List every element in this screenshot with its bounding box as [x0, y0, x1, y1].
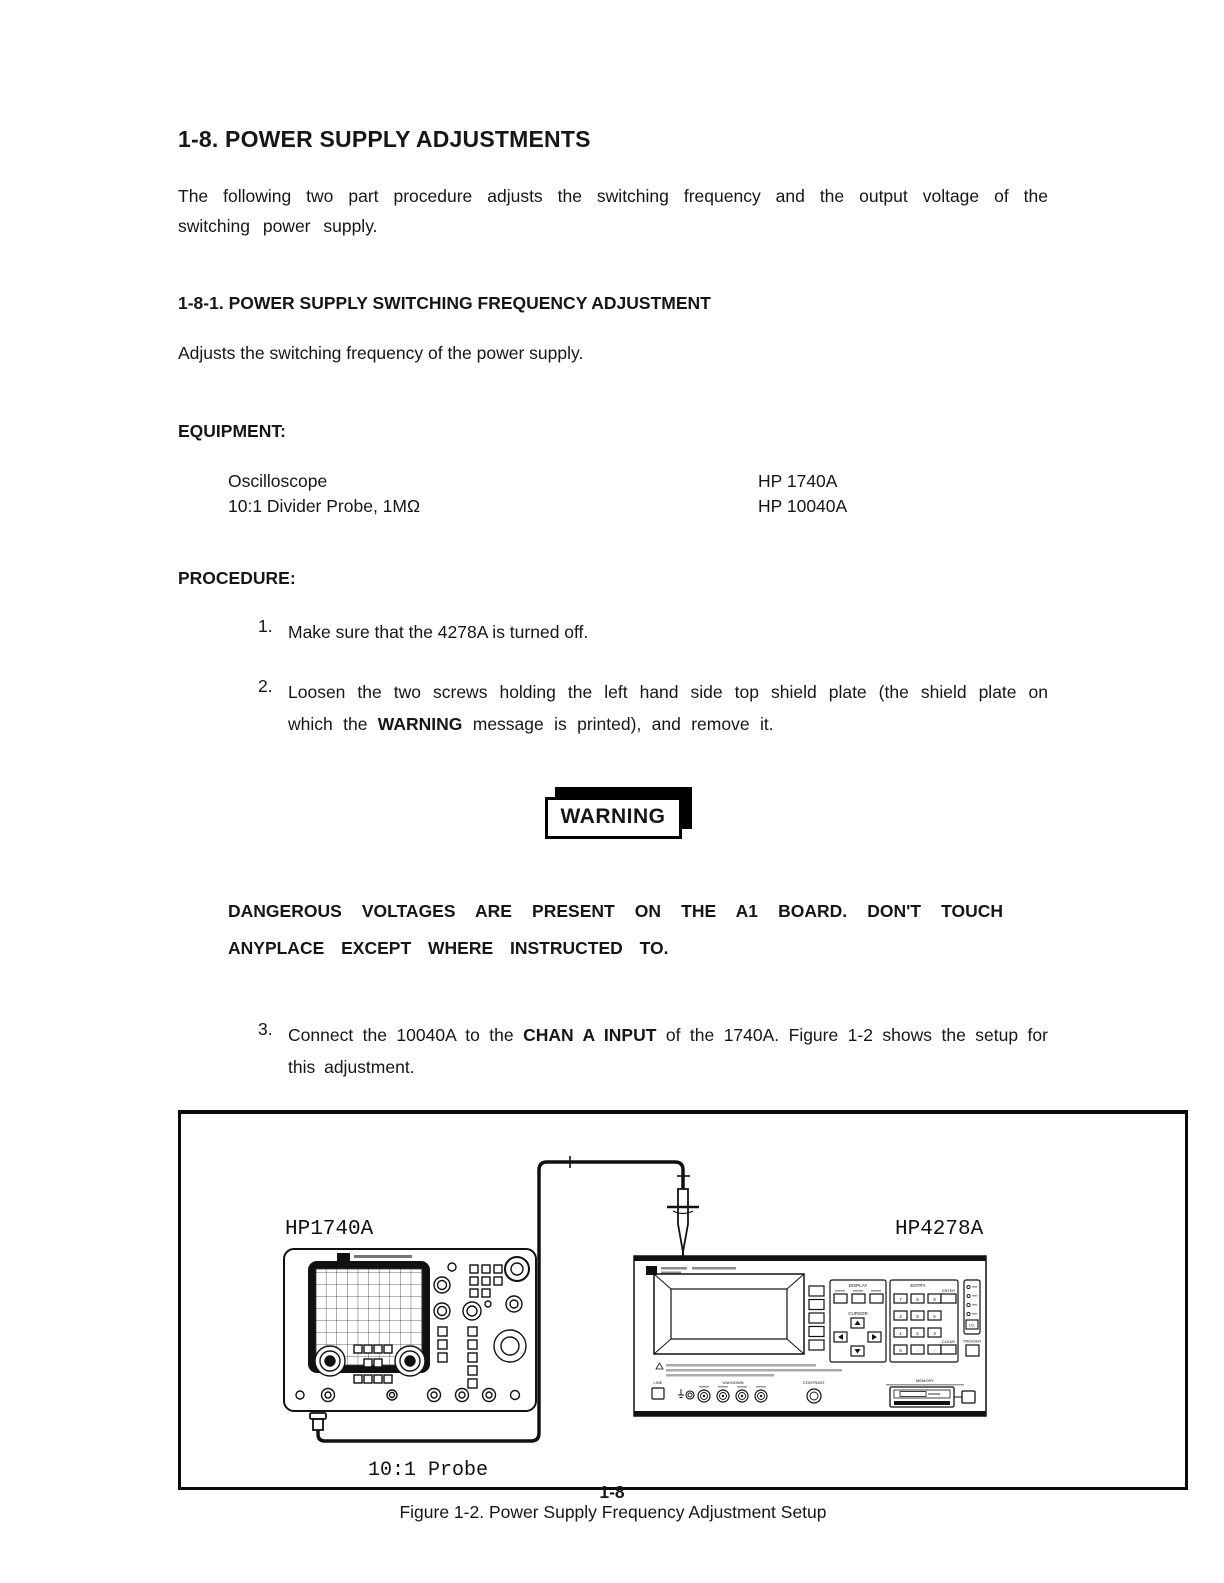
step-text-bold: WARNING: [377, 714, 463, 734]
enter-key-label: ENTER: [942, 1289, 955, 1293]
contrast-knob: [807, 1389, 821, 1403]
figure-caption: Figure 1-2. Power Supply Frequency Adjustment Setup: [399, 1502, 827, 1522]
svg-text:9: 9: [933, 1296, 936, 1302]
oscilloscope-label: HP1740A: [285, 1218, 374, 1241]
equipment-item-name: 10:1 Divider Probe, 1MΩ: [228, 496, 421, 516]
memory-card-slot: [890, 1387, 954, 1407]
trigger-label: TRIGGER: [962, 1338, 982, 1344]
step-text-pre: Loosen the two screws holding the left hand side top shield plate (the shield plate on which the: [288, 682, 1048, 734]
step-number: 2.: [258, 676, 273, 696]
probe-label: 10:1 Probe: [368, 1459, 489, 1482]
step-text: [288, 676, 1048, 740]
probe-drawing: [667, 1189, 699, 1260]
bnc-connector: [310, 1413, 326, 1430]
lcl-key-label: LCL: [968, 1323, 976, 1328]
figure-setup: [178, 1110, 1188, 1490]
contrast-label: CONTRAST: [803, 1380, 825, 1385]
meter-trigger: [963, 1339, 981, 1357]
display-group-label: DISPLAY: [848, 1283, 868, 1288]
page-number: 1-8: [599, 1482, 625, 1502]
svg-text:3: 3: [933, 1330, 936, 1336]
clear-key-label: CLEAR: [942, 1340, 955, 1344]
subsection-title: 1-8-1. POWER SUPPLY SWITCHING FREQUENCY ADJUSTMENT: [178, 293, 711, 313]
warning-box: [545, 797, 682, 839]
section-title: 1-8. POWER SUPPLY ADJUSTMENTS: [178, 126, 591, 152]
equipment-list: [228, 469, 1048, 519]
step-text-pre: Connect the 10040A to the: [288, 1025, 524, 1045]
svg-text:6: 6: [933, 1313, 936, 1319]
svg-text:4: 4: [899, 1313, 902, 1319]
unknown-label: UNKNOWN: [722, 1380, 744, 1385]
svg-text:1: 1: [899, 1330, 902, 1336]
subsection-description: Adjusts the switching frequency of the power supply.: [178, 343, 584, 363]
svg-text:.: .: [916, 1347, 919, 1353]
step-number: 1.: [258, 616, 273, 636]
step-text: [288, 616, 1048, 648]
equipment-heading: EQUIPMENT:: [178, 421, 286, 441]
equipment-item-name: Oscilloscope: [228, 471, 328, 491]
svg-text:8: 8: [916, 1296, 919, 1302]
step-text: [288, 1019, 1048, 1083]
cursor-group-label: CURSOR: [848, 1311, 868, 1316]
svg-text:5: 5: [916, 1313, 919, 1319]
entry-group-label: ENTRY: [910, 1283, 926, 1288]
step-text-post: message is printed), and remove it.: [462, 714, 774, 734]
eject-button: [962, 1391, 975, 1403]
equipment-item-model: HP 10040A: [758, 496, 848, 516]
warning-box-wrap: [178, 797, 1048, 839]
procedure-step-1: [178, 616, 1048, 648]
line-switch: [652, 1388, 664, 1399]
svg-text:2: 2: [916, 1330, 919, 1336]
procedure-heading: PROCEDURE:: [178, 568, 296, 588]
step-number: 3.: [258, 1019, 273, 1039]
svg-text:7: 7: [899, 1296, 902, 1302]
line-label: LINE: [653, 1380, 663, 1385]
intro-paragraph: The following two part procedure adjusts the switching frequency and the output voltage of the switching power supply.: [178, 186, 1048, 236]
procedure-step-3: [178, 1019, 1048, 1083]
equipment-item-model: HP 1740A: [758, 471, 838, 491]
memory-label: MEMORY: [916, 1378, 934, 1383]
equipment-row: [228, 494, 1048, 519]
oscilloscope-drawing: [284, 1249, 536, 1430]
step-text-bold: CHAN A INPUT: [523, 1025, 657, 1045]
step-text-post: of the 1740A. Figure 1-2 shows the setup for this adjustment.: [288, 1025, 1048, 1077]
step-text-pre: Make sure that the 4278A is turned off.: [288, 622, 589, 642]
warning-box-label: WARNING: [560, 805, 666, 828]
equipment-row: [228, 469, 1048, 494]
setup-figure-svg: [181, 1114, 1185, 1488]
meter-softkeys: [809, 1286, 824, 1350]
procedure-step-2: [178, 676, 1048, 740]
warning-statement: DANGEROUS VOLTAGES ARE PRESENT ON THE A1 BOARD. DON'T TOUCH ANYPLACE EXCEPT WHERE INSTRUCTED TO.: [228, 901, 1003, 958]
meter-drawing: [634, 1256, 986, 1416]
meter-label: HP4278A: [895, 1218, 984, 1241]
svg-text:-: -: [933, 1347, 936, 1353]
svg-text:0: 0: [899, 1347, 902, 1353]
